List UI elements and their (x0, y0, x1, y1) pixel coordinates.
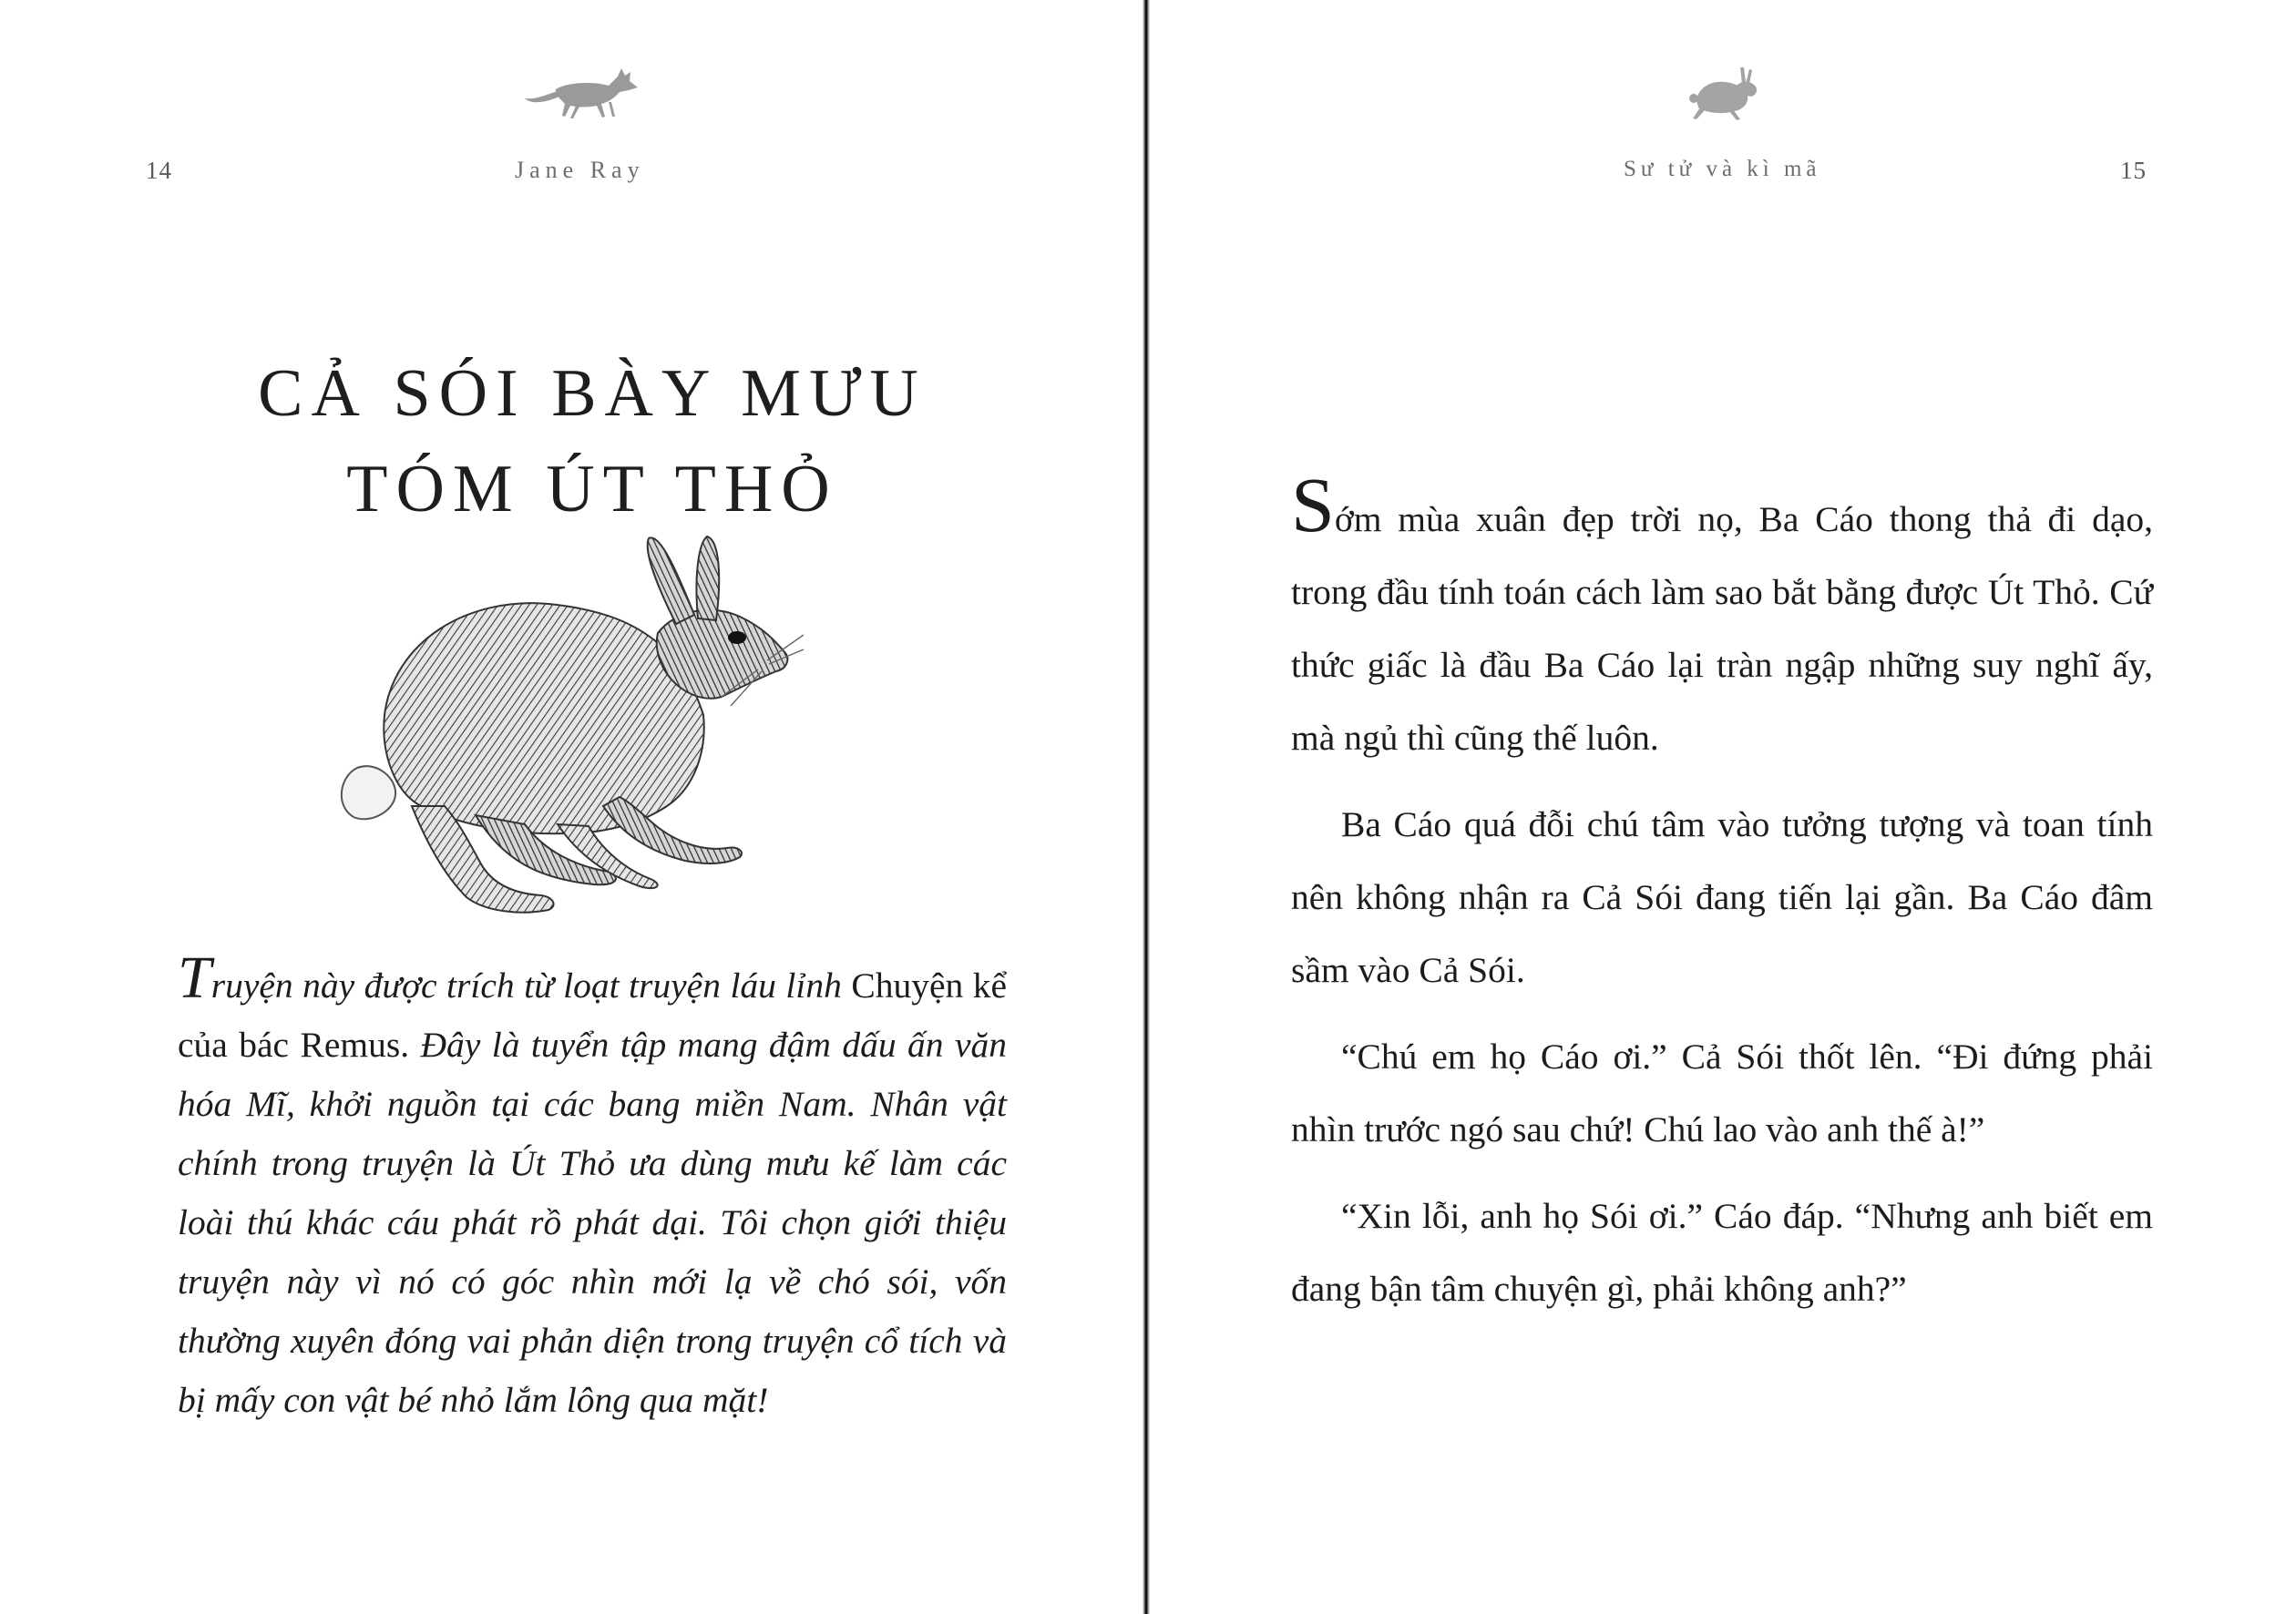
hare-icon (1689, 64, 1760, 124)
hare-illustration (330, 533, 804, 934)
running-head: Jane Ray (515, 157, 645, 183)
chapter-introduction (178, 945, 1007, 1430)
chapter-title-line-2: TÓM ÚT THỎ (346, 451, 838, 526)
running-head: Sư tử và kì mã (1624, 157, 1821, 181)
story-drop-cap: S (1291, 461, 1335, 548)
story-paragraph-4: “Xin lỗi, anh họ Sói ơi.” Cáo đáp. “Nhưng anh biết em đang bận tâm chuyện gì, phải không anh?” (1291, 1196, 2153, 1309)
story-paragraph-1: Sớm mùa xuân đẹp trời nọ, Ba Cáo thong thả đi dạo, trong đầu tính toán cách làm sao bắt bằng được Út Thỏ. Cứ thức giấc là đầu Ba Cáo lại tràn ngập những suy nghĩ ấy, mà ngủ thì cũng thế luôn. (1291, 461, 2153, 758)
gutter-line (1145, 0, 1147, 1614)
intro-italic-text-2: Đây là tuyển tập mang đậm dấu ấn văn hóa Mĩ, khởi nguồn tại các bang miền Nam. Nhân vật chính trong truyện là Út Thỏ ưa dùng mưu kế làm các loài thú khác cáu phát rồ phát dại. Tôi chọn giới thiệu truyện này vì nó có góc nhìn mới lạ về chó sói, vốn thường xuyên đóng vai phản diện trong truyện cổ tích và bị mấy con vật bé nhỏ lắm lông qua mặt! (178, 1025, 1007, 1420)
page-number: 14 (146, 157, 172, 184)
story-text (1291, 461, 2153, 1339)
chapter-title (146, 346, 1039, 537)
story-paragraph-2: Ba Cáo quá đỗi chú tâm vào tưởng tượng và toan tính nên không nhận ra Cả Sói đang tiến lại gần. Ba Cáo đâm sầm vào Cả Sói. (1291, 804, 2153, 990)
fox-icon (521, 64, 645, 124)
intro-book-title: Chuyện kể của bác Remus. (178, 965, 1007, 1065)
page-number: 15 (2120, 157, 2147, 184)
chapter-title-line-1: CẢ SÓI BÀY MƯU (258, 355, 927, 431)
story-paragraph-3: “Chú em họ Cáo ơi.” Cả Sói thốt lên. “Đi đứng phải nhìn trước ngó sau chứ! Chú lao vào anh thế à!” (1291, 1037, 2153, 1149)
left-page (0, 0, 1144, 1614)
intro-drop-cap: T (178, 945, 211, 1011)
intro-italic-text-1: ruyện này được trích từ loạt truyện láu lỉnh (210, 965, 842, 1006)
